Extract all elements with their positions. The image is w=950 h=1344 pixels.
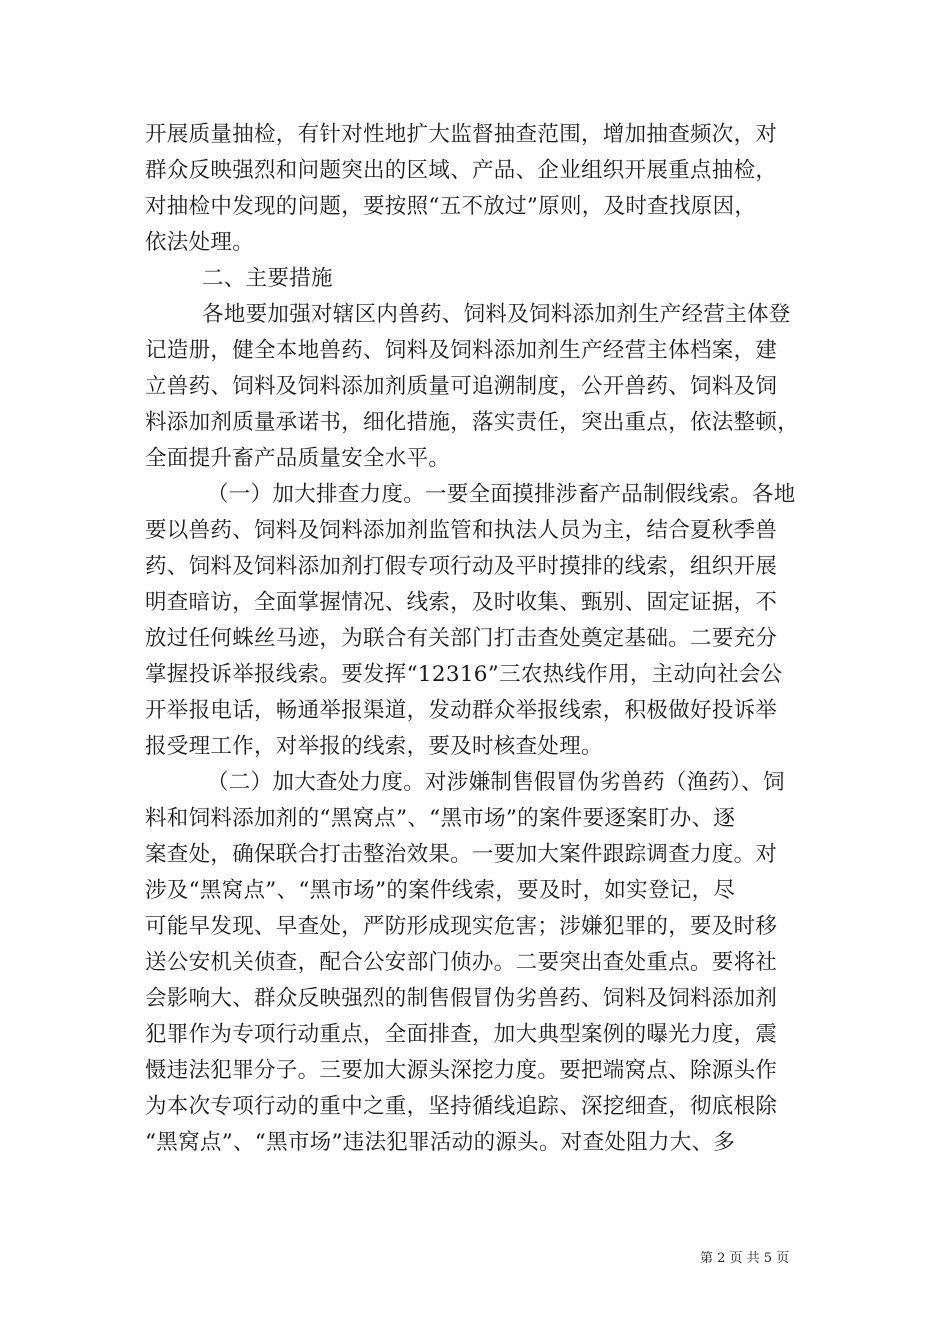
- text-line: 为本次专项行动的重中之重，坚持循线追踪、深挖细查，彻底根除: [145, 1094, 778, 1119]
- text-line: 报受理工作，对举报的线索，要及时核查处理。: [145, 734, 603, 759]
- text-line: 依法处理。: [145, 230, 255, 255]
- document-body: [145, 117, 815, 1161]
- text-line: 明查暗访，全面掌握情况、线索，及时收集、甄别、固定证据，不: [145, 590, 778, 615]
- text-line: （二）加大查处力度。对涉嫌制售假冒伪劣兽药（渔药）、饲: [207, 770, 785, 795]
- text-line: 开展质量抽检，有针对性地扩大监督抽查范围，增加抽查频次，对: [145, 122, 778, 147]
- text-line: 会影响大、群众反映强烈的制售假冒伪劣兽药、饲料及饲料添加剂: [145, 986, 778, 1011]
- text-line: 案查处，确保联合打击整治效果。一要加大案件跟踪调查力度。对: [145, 842, 778, 867]
- para-quality-inspection: [145, 117, 815, 261]
- text-line: 开举报电话，畅通举报渠道，发动群众举报线索，积极做好投诉举: [145, 698, 778, 723]
- text-line: 料添加剂质量承诺书，细化措施，落实责任，突出重点，依法整顿，: [145, 410, 800, 435]
- para-enforcement: [145, 765, 815, 1161]
- page-number-footer: 第 2 页 共 5 页: [700, 1251, 790, 1266]
- para-registration: [145, 297, 815, 477]
- text-line: 掌握投诉举报线索。要发挥“12316”三农热线作用，主动向社会公: [145, 662, 783, 687]
- text-line: 药、饲料及饲料添加剂打假专项行动及平时摸排的线索，组织开展: [145, 554, 778, 579]
- text-line: 送公安机关侦查，配合公安部门侦办。二要突出查处重点。要将社: [145, 950, 778, 975]
- text-line: 可能早发现、早查处，严防形成现实危害；涉嫌犯罪的，要及时移: [145, 914, 778, 939]
- text-line: 要以兽药、饲料及饲料添加剂监管和执法人员为主，结合夏秋季兽: [145, 518, 778, 543]
- text-line: 涉及“黑窝点”、“黑市场”的案件线索，要及时，如实登记，尽: [145, 878, 736, 903]
- text-line: 二、主要措施: [202, 266, 333, 291]
- text-line: 犯罪作为专项行动重点，全面排查，加大典型案例的曝光力度，震: [145, 1022, 778, 1047]
- text-line: 放过任何蛛丝马迹，为联合有关部门打击查处奠定基础。二要充分: [145, 626, 778, 651]
- heading-main-measures: [145, 261, 815, 297]
- text-line: “黑窝点”、“黑市场”违法犯罪活动的源头。对查处阻力大、多: [145, 1130, 736, 1155]
- text-line: 慑违法犯罪分子。三要加大源头深挖力度。要把端窝点、除源头作: [145, 1058, 778, 1083]
- text-line: 对抽检中发现的问题，要按照“五不放过”原则，及时查找原因，: [145, 194, 757, 219]
- text-line: 各地要加强对辖区内兽药、饲料及饲料添加剂生产经营主体登: [202, 302, 791, 327]
- para-investigation: [145, 477, 815, 765]
- text-line: 全面提升畜产品质量安全水平。: [145, 446, 451, 471]
- text-line: 立兽药、饲料及饲料添加剂质量可追溯制度，公开兽药、饲料及饲: [145, 374, 778, 399]
- text-line: 记造册，健全本地兽药、饲料及饲料添加剂生产经营主体档案，建: [145, 338, 778, 363]
- text-line: 群众反映强烈和问题突出的区域、产品、企业组织开展重点抽检，: [145, 158, 778, 183]
- text-line: （一）加大排查力度。一要全面摸排涉畜产品制假线索。各地: [207, 482, 796, 507]
- text-line: 料和饲料添加剂的“黑窝点”、“黑市场”的案件要逐案盯办、逐: [145, 806, 736, 831]
